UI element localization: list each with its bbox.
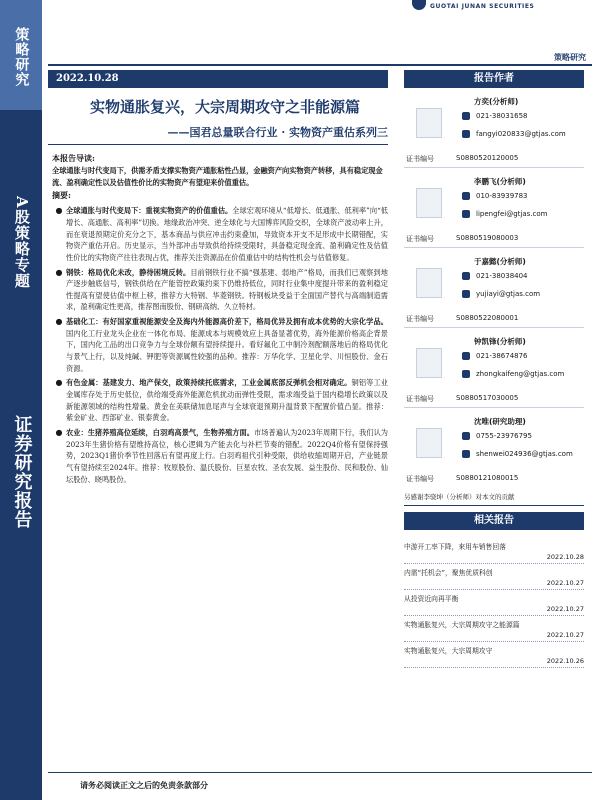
bullet-dot-icon: ● — [55, 378, 63, 388]
subtitle-divider — [48, 144, 388, 145]
analyst-name: 钟凯锋(分析师) — [474, 337, 526, 346]
reg-number: S0880522080001 — [456, 314, 519, 322]
bullet-dot-icon: ● — [55, 206, 63, 216]
related-heading: 相关报告 — [404, 512, 584, 530]
phone-icon — [462, 192, 470, 200]
report-subtitle: ——国君总量联合行业 · 实物资产重估系列三 — [167, 126, 388, 139]
disclaimer-note: 请务必阅读正文之后的免责条款部分 — [80, 780, 208, 790]
analyst-phone — [462, 192, 528, 200]
email-text: fangyi020833@gtjas.com — [476, 130, 566, 138]
analyst-card — [404, 408, 584, 488]
related-report-title: 从投资近向再平衡 — [404, 595, 459, 603]
related-report-item[interactable] — [404, 538, 584, 564]
related-report-date: 2022.10.26 — [546, 657, 584, 665]
reg-number: S0880519080003 — [456, 234, 519, 242]
guide-text: 全球通胀与时代变局下，供需矛盾支撑实物资产通胀粘性凸显，金融资产向实物资产转移，具有稳定现金流、盈利确定性以及估值性价比的实物资产有望迎来价值重估。 — [52, 165, 383, 187]
analyst-phone — [462, 272, 528, 280]
related-report-title: 实物通胀复兴，大宗周期攻守之能源篇 — [404, 621, 520, 629]
sidebar-top-label: 策略研究 — [13, 27, 30, 87]
related-reports-list — [404, 538, 584, 668]
email-text: lipengfei@gtjas.com — [476, 210, 548, 218]
email-text: zhongkaifeng@gtjas.com — [476, 370, 565, 378]
email-icon — [462, 210, 470, 218]
reg-label: 证书编号 — [406, 315, 434, 323]
analyst-name: 于嘉懿(分析师) — [474, 257, 526, 266]
top-bar — [42, 0, 600, 12]
bullet-lead: 全球通胀与时代变局下：重视实物资产的价值重估。 — [66, 206, 233, 216]
phone-text: 021-38674876 — [476, 352, 528, 360]
summary-label: 摘要: — [52, 190, 71, 201]
related-report-date: 2022.10.27 — [546, 631, 584, 639]
reg-number: S0880517030005 — [456, 394, 519, 402]
report-body — [52, 152, 388, 762]
analyst-card — [404, 248, 584, 328]
header-divider — [48, 64, 592, 66]
bullet-text: 铜铝等工业金属库存处于历史低位，供给端受海外能源危机扰动而弹性受限，需求端受益于国内稳增长政策以及新能源领域的结构性增量。黄金在美联储加息尾声与全球衰退预期升温背景下配置价值凸显。推荐：紫金矿业、西部矿业、银泰黄金。 — [66, 378, 388, 423]
avatar — [416, 348, 442, 378]
summary-bullet — [52, 205, 388, 263]
sidebar-mid-label: A股策略专题 — [12, 195, 31, 289]
bullet-text: 市场普遍认为2023年周期下行，我们认为2023年生猪价格有望维持高位，核心逻辑为产能去化与补栏节奏的错配。2022Q4价格有望保持强势，2023Q1猪价季节性回落后有望再度上行。白羽鸡祖代引种受限，供给收缩周期开启，产业链景气有望持续至2024年。推荐：牧原股份、温氏股份、巨星农牧、圣农发展、益生股份、民和股份、仙坛股份、晓鸣股份。 — [66, 428, 388, 484]
bullet-lead: 有色金属：基建发力、地产保交，政策持续托底需求，工业金属底部反弹机会相对确定。 — [66, 378, 352, 388]
analyst-email[interactable] — [462, 130, 566, 138]
email-icon — [462, 370, 470, 378]
analyst-phone — [462, 112, 528, 120]
guide-heading: 本报告导读: — [52, 153, 95, 163]
analyst-name: 李鹏飞(分析师) — [474, 177, 526, 186]
phone-text: 0755-23976795 — [476, 432, 532, 440]
company-logo — [412, 0, 582, 12]
reg-label: 证书编号 — [406, 235, 434, 243]
bullet-lead: 基础化工：有好国家重视能源安全及海内外能源高价差下，格局优异及拥有成本优势的大宗化学品。 — [66, 317, 388, 327]
related-report-item[interactable] — [404, 564, 584, 590]
analyst-name: 方奕(分析师) — [474, 97, 519, 106]
right-column — [404, 70, 584, 668]
sidebar-section-type — [0, 380, 42, 560]
phone-text: 021-38038404 — [476, 272, 528, 280]
summary-bullet — [52, 267, 388, 314]
reg-number: S0880520120005 — [456, 154, 519, 162]
related-report-title: 中游开工率下降，來用车销售回落 — [404, 543, 506, 551]
analyst-card — [404, 328, 584, 408]
phone-icon — [462, 272, 470, 280]
bullet-text: 目前钢铁行业不搞“强基建、弱地产”格局，而我们已观察到地产逐步触底信号，钢铁供给在产能管控政策约束下仍维持低位，同时行业集中度提升带来的盈利稳定性提高有望使估值中枢上移，推荐方大特钢、华菱钢铁。特钢板块受益于全面国产替代与高端制造需求，盈利确定性更高，推荐图南股份、钢研高纳、久立特材。 — [66, 267, 388, 312]
report-title: 实物通胀复兴，大宗周期攻守之非能源篇 — [89, 98, 360, 116]
related-report-item[interactable] — [404, 590, 584, 616]
phone-text: 010-83939783 — [476, 192, 528, 200]
phone-icon — [462, 352, 470, 360]
bullet-dot-icon: ● — [55, 267, 63, 277]
email-icon — [462, 290, 470, 298]
bullet-lead: 农业：生猪养殖高位延续，白羽鸡高景气，生物养殖方面。 — [66, 428, 254, 438]
sidebar-low-label: 证券研究报告 — [11, 415, 33, 529]
bullet-text: 全球宏观环境从“低增长、低通胀、低利率”向“低增长、高通胀、高利率”切换。地缘政治冲突、逆全球化与大国博弈风险交织，全球资产波动率上升，而在衰退预期定价充分之下，基本商品与供应冲击约束叠加，导致资本开支不足形成中长期错配，实物资产重估开启。历史显示，当外部冲击导致供给持续受限时，具备稳定现金流、盈利确定性及估值性价比的实物资产往往表现占优，推荐关注资源品在价值重估中的结构性机会与估值修复。 — [66, 206, 388, 262]
category-tag: 策略研究 — [554, 52, 586, 62]
reg-number: S0880121080015 — [456, 474, 519, 482]
bullet-dot-icon: ● — [55, 428, 63, 438]
email-icon — [462, 450, 470, 458]
summary-bullet — [52, 427, 388, 485]
phone-text: 021-38031658 — [476, 112, 528, 120]
reg-label: 证书编号 — [406, 395, 434, 403]
sidebar-section-topic — [0, 118, 42, 358]
email-text: yujiayi@gtjas.com — [476, 290, 541, 298]
phone-icon — [462, 112, 470, 120]
analyst-email[interactable] — [462, 370, 564, 378]
logo-mark-icon — [412, 0, 426, 10]
avatar — [416, 268, 442, 298]
analyst-email[interactable] — [462, 210, 547, 218]
report-date: 2022.10.28 — [48, 70, 388, 88]
summary-bullet — [52, 377, 388, 424]
footer-divider — [48, 772, 592, 773]
analyst-card — [404, 168, 584, 248]
related-report-title: 内需“托机会”，聚焦优质科创 — [404, 569, 493, 577]
email-text: shenwei024936@gtjas.com — [476, 450, 573, 458]
logo-text: GUOTAI JUNAN SECURITIES — [430, 3, 535, 10]
contribution-note: 另感谢李骁坤（分析师）对本文的贡献 — [404, 492, 584, 506]
related-report-item[interactable] — [404, 642, 584, 668]
analyst-name: 沈唯(研究助理) — [474, 417, 526, 426]
related-report-item[interactable] — [404, 616, 584, 642]
email-icon — [462, 130, 470, 138]
related-report-title: 实物通胀复兴，大宗周期攻守 — [404, 647, 493, 655]
summary-bullet — [52, 316, 388, 374]
related-report-date: 2022.10.27 — [546, 579, 584, 587]
analyst-phone — [462, 432, 532, 440]
sidebar — [0, 0, 42, 800]
bullet-lead: 钢铁：格局优化未改，静待困境反转。 — [66, 267, 191, 277]
analyst-email[interactable] — [462, 290, 540, 298]
related-report-date: 2022.10.27 — [546, 605, 584, 613]
analyst-card — [404, 88, 584, 168]
bullet-text: 国内化工行业龙头企业在一体化布局、能源成本与规模效应上具备显著优势，海外能源价格高企背景下，国内化工品的出口竞争力与全球份额有望持续提升。看好氟化工中制冷剂配额落地后的格局优化与景气上行，以及纯碱、钾肥等资源属性较强的品种。推荐：万华化学、卫星化学、川恒股份、金石资源。 — [66, 328, 388, 373]
reg-label: 证书编号 — [406, 155, 434, 163]
analyst-phone — [462, 352, 528, 360]
related-report-date: 2022.10.28 — [546, 553, 584, 561]
bullet-dot-icon: ● — [55, 317, 63, 327]
phone-icon — [462, 432, 470, 440]
avatar — [416, 188, 442, 218]
authors-heading: 报告作者 — [404, 70, 584, 88]
avatar — [416, 428, 442, 458]
reg-label: 证书编号 — [406, 475, 434, 483]
avatar — [416, 108, 442, 138]
sidebar-section-strategy — [0, 0, 42, 110]
analyst-email[interactable] — [462, 450, 573, 458]
